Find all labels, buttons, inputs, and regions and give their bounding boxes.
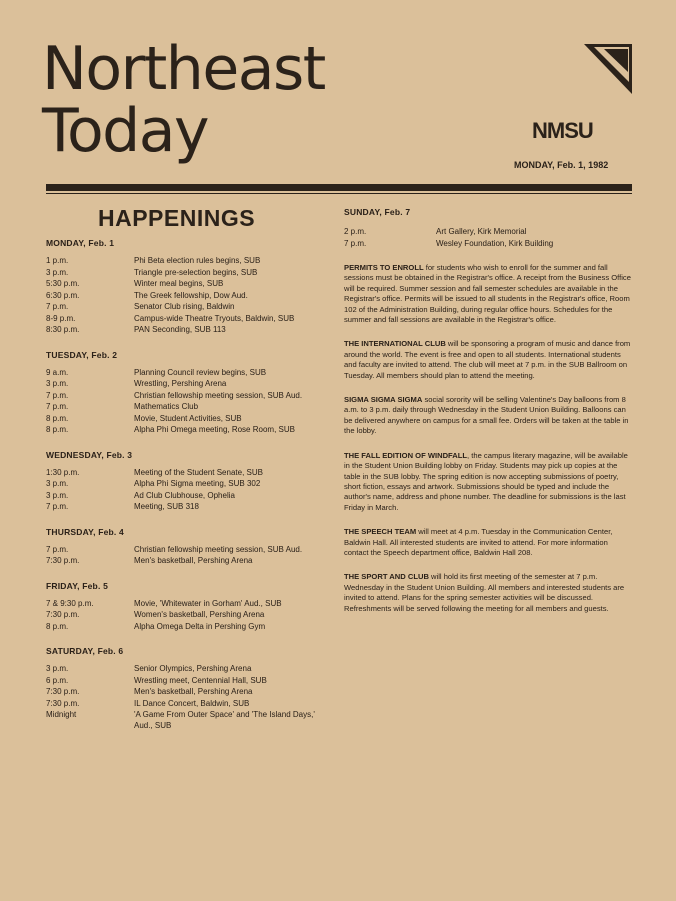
day-label: TUESDAY, Feb. 2 [46,349,118,360]
event-description: Wrestling, Pershing Arena [134,379,227,388]
announcement-body: will meet at 4 p.m. Tuesday in the Communication Center, Baldwin Hall. All interested students are invited to attend. For more information contact the Speech department office, Baldwin Hall 208. [344,527,613,557]
logo-text: NMSU [532,118,593,143]
event-description: Movie, Student Activities, SUB [134,413,242,423]
event-time: 3 p.m. [46,490,69,500]
calendar-column [46,238,331,745]
day-block-sunday [344,207,634,249]
event-row [46,556,331,567]
announcement-lead: THE SPEECH TEAM [344,527,417,537]
event-row [46,325,331,336]
event-time: 2 p.m. [344,227,367,236]
event-row [46,479,331,490]
event-time: 8 p.m. [46,425,69,434]
event-time: 8 p.m. [46,621,69,631]
event-row [46,502,331,513]
announcements-list [344,263,634,614]
event-row [46,414,331,425]
announcement [344,263,634,325]
event-row [46,314,331,325]
masthead-rule [46,184,632,191]
event-row [46,699,331,710]
event-row [46,491,331,502]
event-time: 7 p.m. [46,302,69,311]
day-label: FRIDAY, Feb. 5 [46,580,109,591]
day-block [46,238,331,336]
event-description: Meeting, SUB 318 [134,502,199,511]
event-row [46,268,331,279]
masthead-rule-thin [46,193,632,194]
announcement-lead: THE SPORT AND CLUB [344,572,429,582]
event-time: 6:30 p.m. [46,290,80,300]
event-time: 3 p.m. [46,267,69,277]
announcement [344,572,634,614]
event-description: Men's basketball, Pershing Arena [134,556,253,565]
announcement [344,451,634,513]
event-description: Wrestling meet, Centennial Hall, SUB [134,675,267,685]
day-block [46,646,331,731]
day-label: THURSDAY, Feb. 4 [46,526,124,537]
event-row [46,379,331,390]
event-row [46,425,331,436]
event-time: 8:30 p.m. [46,325,80,334]
event-time: Midnight [46,710,77,719]
event-row [46,687,331,698]
event-time: 7 p.m. [344,238,367,248]
event-time: 7 p.m. [46,544,69,554]
event-time: 7:30 p.m. [46,698,80,708]
event-description: Men's basketball, Pershing Arena [134,687,253,696]
event-description: Movie, 'Whitewater in Gorham' Aud., SUB [134,598,282,608]
announcement-body: will hold its first meeting of the semester at 7 p.m. Wednesday in the Student Union Building. All members and interested students are invited to attend. Plans for the spring semester activities will be discussed. Refreshments will be served following the meeting for all members and guests. [344,572,625,613]
event-description: Christian fellowship meeting session, SUB Aud. [134,390,303,400]
masthead-title [42,34,325,166]
event-description: Ad Club Clubhouse, Ophelia [134,490,235,500]
event-time: 3 p.m. [46,664,69,673]
event-row [46,302,331,313]
event-description: Winter meal begins, SUB [134,279,224,288]
announcements-column [344,207,634,614]
event-description: Senator Club rising, Baldwin [134,302,235,311]
event-time: 5:30 p.m. [46,279,80,288]
event-row [46,622,331,633]
announcement [344,527,634,558]
announcement-body: , the campus literary magazine, will be available in the Student Union Building lobby on Friday. Students may pick up copies at the table in the SUB lobby. The spring edition is now accepting submissions of poetry, short fiction, essays and artwork. Submissions should be typed and include the author's name, address and phone number. The deadline for submissions is the last Friday in March. [344,450,628,512]
event-row [46,599,331,610]
event-row [46,710,331,731]
day-block [46,581,331,633]
event-time: 7:30 p.m. [46,556,80,565]
event-row [344,239,634,250]
event-description: Senior Olympics, Pershing Arena [134,664,252,673]
event-row [46,391,331,402]
event-time: 3 p.m. [46,479,69,488]
event-description: Meeting of the Student Senate, SUB [134,467,263,477]
day-label: MONDAY, Feb. 1 [46,238,115,248]
masthead-title-line1: Northeast [42,34,325,104]
event-row [46,545,331,556]
event-time: 6 p.m. [46,675,69,685]
announcement-lead: THE FALL EDITION OF WINDFALL [344,450,468,460]
announcement-lead: PERMITS TO ENROLL [344,263,424,272]
event-description: 'A Game From Outer Space' and 'The Island Days,' Aud., SUB [134,710,315,730]
event-description: Alpha Omega Delta in Pershing Gym [134,621,266,631]
event-time: 1 p.m. [46,256,69,265]
event-description: Planning Council review begins, SUB [134,367,267,377]
day-label: SUNDAY, Feb. 7 [344,207,411,217]
event-row [46,279,331,290]
event-description: Alpha Phi Sigma meeting, SUB 302 [134,479,261,488]
announcement-lead: SIGMA SIGMA SIGMA [344,395,423,405]
event-time: 7 & 9:30 p.m. [46,598,94,608]
announcement-body: will be sponsoring a program of music and dance from around the world. The event is free and open to all students. International students and faculty are invited to attend. The club will meet at 7 p.m. in the SUB Ballroom on Tuesday. All members should plan to attend the meeting. [344,339,631,380]
event-row [46,468,331,479]
announcement-lead: THE INTERNATIONAL CLUB [344,339,446,349]
issue-date: MONDAY, Feb. 1, 1982 [514,160,609,170]
event-row [46,402,331,413]
event-time: 8 p.m. [46,413,69,423]
day-label: WEDNESDAY, Feb. 3 [46,449,133,460]
event-time: 7 p.m. [46,402,69,411]
event-row [46,664,331,675]
day-block [46,527,331,567]
event-description: The Greek fellowship, Dow Aud. [134,290,248,300]
event-time: 7 p.m. [46,502,69,511]
section-heading: HAPPENINGS [98,205,256,231]
announcement [344,395,634,437]
event-time: 7 p.m. [46,390,69,400]
event-description: Mathematics Club [134,402,199,411]
day-block [46,450,331,513]
event-description: PAN Seconding, SUB 113 [134,325,226,334]
event-description: Wesley Foundation, Kirk Building [436,238,554,248]
event-description: Triangle pre-selection begins, SUB [134,267,258,277]
nmsu-logo [528,44,632,164]
logo-triangle-icon [584,44,632,94]
event-time: 3 p.m. [46,379,69,388]
event-description: Women's basketball, Pershing Arena [134,610,265,619]
event-row [46,256,331,267]
event-description: Phi Beta election rules begins, SUB [134,256,261,265]
event-description: Alpha Phi Omega meeting, Rose Room, SUB [134,425,295,434]
event-time: 1:30 p.m. [46,467,80,477]
event-row [46,610,331,621]
event-description: Campus-wide Theatre Tryouts, Baldwin, SUB [134,313,295,323]
event-row [46,676,331,687]
event-description: Art Gallery, Kirk Memorial [436,227,527,236]
announcement-body: social sorority will be selling Valentine's Day balloons from 8 a.m. to 3 p.m. daily through Wednesday in the Student Union Building. Balloons can be delivered anywhere on campus for a small fee. Orders will be taken at the table in the lobby. [344,395,629,436]
announcement-body: for students who wish to enroll for the summer and fall sessions must be obtained in the Registrar's office. A receipt from the Business Office will be required. Summer session and fall semester schedules are available in the Registrar's office. Permits will be issued to all students in the Registrar's office, Room 102 of the Administration Building, during regular office hours. Schedules for the summer and fall sessions are available in the Registrar's office. [344,263,631,325]
day-block [46,350,331,436]
event-row [344,227,634,238]
masthead-title-line2: Today [42,96,209,166]
event-time: 8-9 p.m. [46,313,76,323]
event-time: 9 a.m. [46,367,69,377]
event-time: 7:30 p.m. [46,610,80,619]
announcement [344,339,634,381]
event-description: Christian fellowship meeting session, SUB Aud. [134,544,303,554]
event-time: 7:30 p.m. [46,687,80,696]
event-row [46,368,331,379]
event-row [46,291,331,302]
day-label: SATURDAY, Feb. 6 [46,646,124,656]
event-description: IL Dance Concert, Baldwin, SUB [134,698,250,708]
